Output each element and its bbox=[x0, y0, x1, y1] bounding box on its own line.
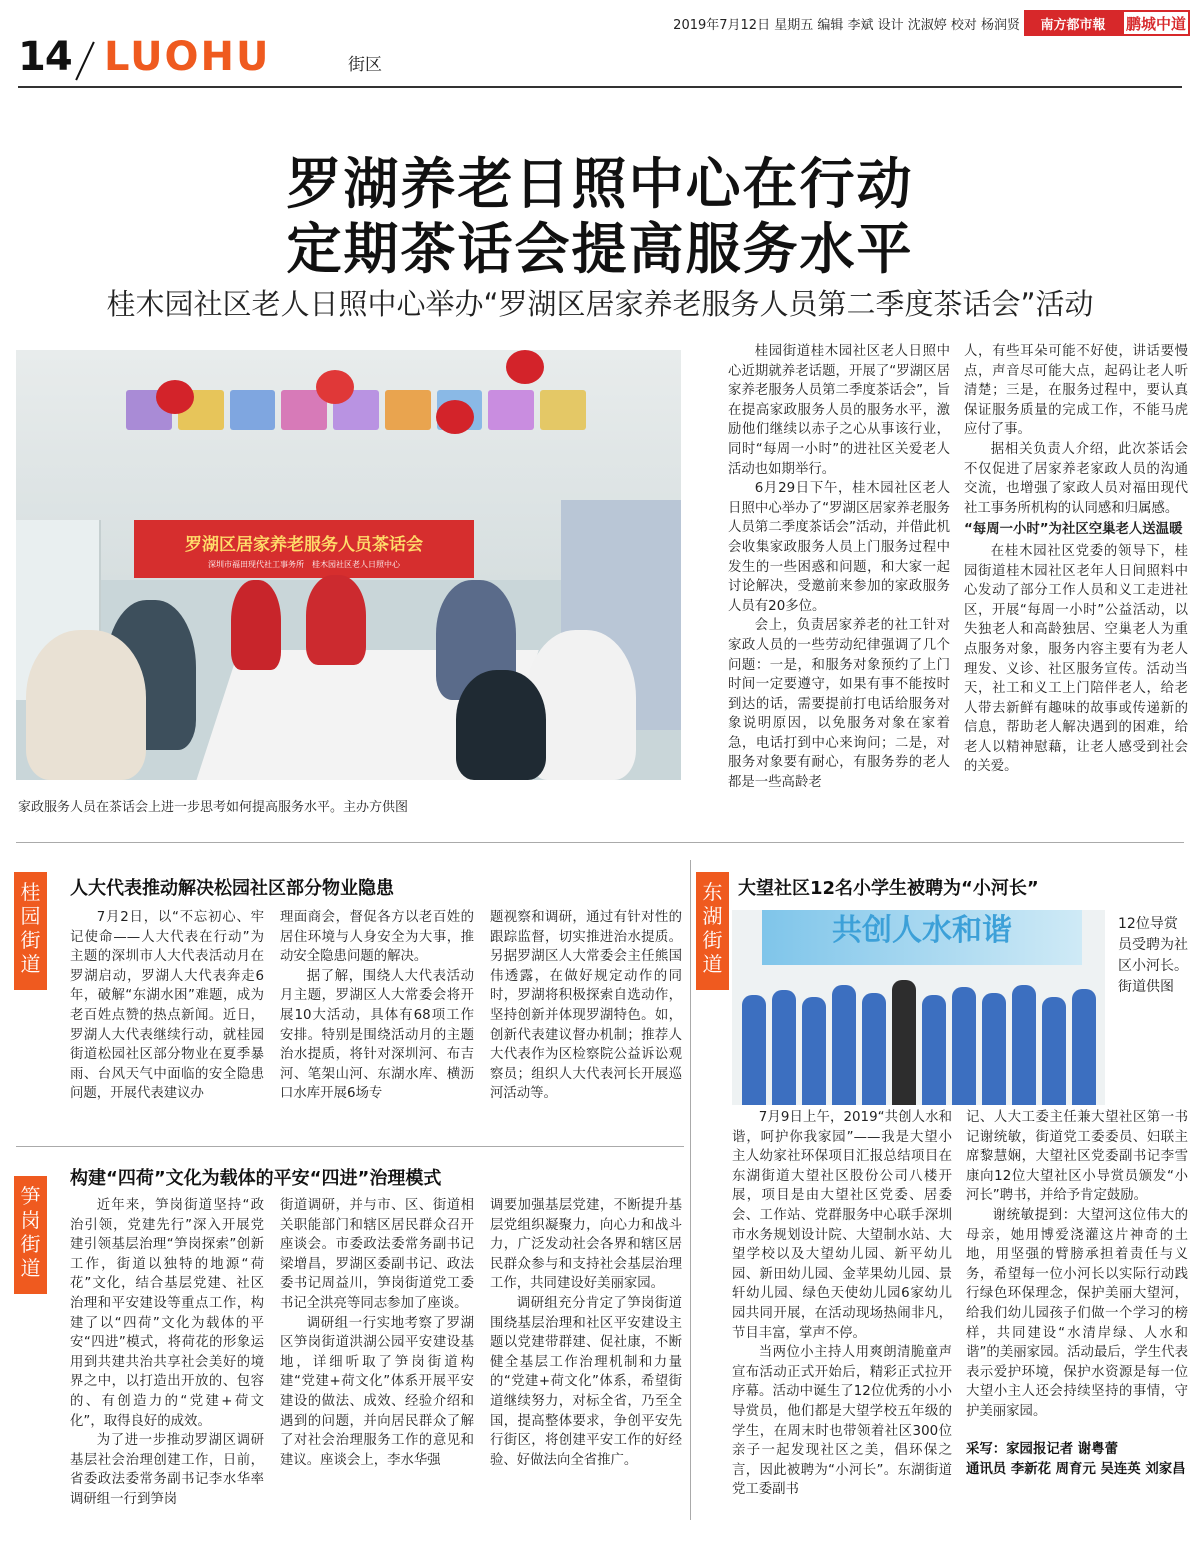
lead-inner-subhead: “每周一小时”为社区空巢老人送温暖 bbox=[964, 522, 1183, 538]
article2-column-1 bbox=[70, 908, 264, 1104]
section-divider bbox=[16, 1146, 684, 1147]
article4-title: 大望社区12名小学生被聘为“小河长” bbox=[738, 878, 1039, 899]
photo-child bbox=[772, 990, 796, 1105]
brand-paper-name: 南方都市報 bbox=[1024, 10, 1122, 36]
red-lantern bbox=[156, 380, 194, 414]
article4-paragraph: 7月9日上午，2019“共创人水和谐，呵护你我家园”——我是大望小主人幼家社环保项目汇报总结项目在东湖街道大望社区股份公司八楼开展，项目是由大望社区党委、居委会、工作站、党群服务中心联手深圳市水务规划设计院、大望制水站、大望学校以及大望幼儿园、新平幼儿园、新田幼儿园、金苹果幼儿园、景轩幼儿园、绿色天使幼儿园6家幼儿园共同开展，在活动现场热闹非凡，节目丰富，掌声不停。 bbox=[732, 1110, 952, 1341]
article3-paragraph: 调研组一行实地考察了罗湖区笋岗街道洪湖公园平安建设基地，详细听取了笋岗街道构建“党建+荷文化”体系开展平安建设的做法、成效、经验介绍和遇到的问题，并向居民群众了解了对社会治理服务工作的意见和建议。座谈会上，李水华强 bbox=[280, 1315, 474, 1468]
photo-banner-text: 罗湖区居家养老服务人员茶话会 bbox=[185, 535, 423, 555]
photo-person bbox=[456, 670, 546, 780]
photo-person bbox=[231, 580, 281, 670]
lead-headline-line-2: 定期茶话会提高服务水平 bbox=[286, 217, 914, 281]
lead-subheadline: 桂木园社区老人日照中心举办“罗湖区居家养老服务人员第二季度茶话会”活动 bbox=[106, 287, 1094, 321]
photo-child bbox=[1072, 989, 1096, 1105]
header-rule bbox=[18, 86, 1182, 88]
article2-column-3 bbox=[490, 908, 682, 1104]
lead-photo bbox=[16, 350, 681, 780]
photo-banner bbox=[134, 520, 474, 578]
street-tab-sungang: 笋岗街道 bbox=[14, 1176, 47, 1294]
lead-text-column-2 bbox=[964, 342, 1188, 777]
article4-column-1 bbox=[732, 1108, 952, 1500]
lead-paragraph: 会上，负责居家养老的社工针对家政人员的一些劳动纪律强调了几个问题：一是，和服务对象预约了上门时间一定要遵守，如果有事不能按时到达的话，需要提前打电话给服务对象说明原因，以免服务对象在家着急，电话打到中心来询问；二是，对服务对象要有耐心，有服务券的老人都是一些高龄老 bbox=[728, 618, 950, 791]
article3-paragraph: 街道调研，并与市、区、街道相关职能部门和辖区居民群众召开座谈会。市委政法委常务副书记梁增昌，罗湖区委副书记、政法委书记周益川，笋岗街道党工委书记全洪亮等同志参加了座谈。 bbox=[280, 1198, 474, 1311]
photo-child bbox=[862, 993, 886, 1105]
photo-child bbox=[892, 980, 916, 1105]
red-lantern bbox=[316, 370, 354, 404]
photo-child bbox=[952, 987, 976, 1105]
article4-paragraph: 谢统敏提到：大望河这位伟大的母亲，她用博爱浇灌这片神奇的土地，用坚强的臂膀承担着责任与义务，希望每一位小河长以实际行动践行绿色环保理念，保护美丽大望河，给我们幼儿园孩子们做一个学习的榜样，共同建设“水清岸绿、人水和谐”的美丽家园。活动最后，学生代表表示爱护环境，保护水资源是每一位大望小主人还会持续坚持的事情，守护美丽家园。 bbox=[966, 1207, 1188, 1419]
newspaper-brand bbox=[1024, 10, 1190, 36]
issue-date-line: 2019年7月12日 星期五 编辑 李斌 设计 沈淑婷 校对 杨润贤 bbox=[673, 18, 1020, 33]
article3-paragraph: 调研组充分肯定了笋岗街道围绕基层治理和社区平安建设主题以党建带群建、促社康，不断健全基层工作治理机制和力量的“党建+荷文化”体系，希望街道继续努力，对标全省，乃至全国，提高整体要求，争创平安先行街区，将创建平安工作的好经验、好做法向全省推广。 bbox=[490, 1295, 682, 1468]
street-tab-guiyuan: 桂园街道 bbox=[14, 872, 47, 990]
photo-child bbox=[1042, 997, 1066, 1105]
article2-paragraph: 7月2日，以“不忘初心、牢记使命——人大代表在行动”为主题的深圳市人大代表活动月在罗湖启动，罗湖人大代表奔走6年，破解“东湖水困”难题，成为老百姓点赞的热点新闻。近日，罗湖人大代表继续行动，就桂园街道松园社区部分物业在夏季暴雨、台风天气中面临的安全隐患问题，开展代表建议办 bbox=[70, 910, 264, 1102]
article2-paragraph: 题视察和调研，通过有针对性的跟踪监督，切实推进治水提质。另据罗湖区人大常委会主任熊国伟透露，在做好规定动作的同时，罗湖将积极探索自选动作，坚持创新并体现罗湖特色。如，创新代表建议督办机制；推荐人大代表作为区检察院公益诉讼观察员；组织人大代表河长开展巡河活动等。 bbox=[490, 910, 682, 1102]
article2-title: 人大代表推动解决松园社区部分物业隐患 bbox=[70, 878, 394, 899]
article3-column-3 bbox=[490, 1196, 682, 1470]
photo-person bbox=[26, 630, 146, 780]
photo-child bbox=[982, 993, 1006, 1105]
photo-child bbox=[832, 985, 856, 1105]
photo-banner-small-text: 深圳市福田现代社工事务所 桂木园社区老人日照中心 bbox=[208, 560, 400, 569]
article4-column-2 bbox=[966, 1108, 1188, 1422]
article4-photo bbox=[732, 910, 1105, 1105]
page-header bbox=[18, 34, 418, 84]
column-divider bbox=[690, 860, 691, 1520]
lead-paragraph: 人，有些耳朵可能不好使，讲话要慢点，声音尽可能大点，起码让老人听清楚；三是，在服务过程中，要认真保证服务质量的完成工作，不能马虎应付了事。 bbox=[964, 344, 1188, 438]
article3-column-1 bbox=[70, 1196, 264, 1510]
lead-text-column-1 bbox=[728, 342, 950, 793]
lead-paragraph: 6月29日下午，桂木园社区老人日照中心举办了“罗湖区居家养老服务人员第二季度茶话会”活动，并借此机会收集家政服务人员上门服务过程中发生的一些困惑和问题，和大家一起讨论解决，受邀前来参加的家政服务人员有20多位。 bbox=[728, 481, 950, 614]
red-lantern bbox=[436, 400, 474, 434]
lead-paragraph: 桂园街道桂木园社区老人日照中心近期就养老话题，开展了“罗湖区居家养老服务人员第二季度茶话会”，旨在提高家政服务人员的服务水平，激励他们继续以赤子之心从事该行业，同时“每周一小时”的进社区关爱老人活动也如期举行。 bbox=[728, 344, 950, 477]
article3-paragraph: 调要加强基层党建，不断提升基层党组织凝聚力，向心力和战斗力，广泛发动社会各界和辖区居民群众参与和支持社会基层治理工作，共同建设好美丽家园。 bbox=[490, 1198, 682, 1292]
article4-paragraph: 当两位小主持人用爽朗清脆童声宣布活动正式开始后，精彩正式拉开序幕。活动中诞生了12位优秀的小小导赏员，他们都是大望学校五年级的学生，在周末时也带领着社区300位亲子一起发现社区之美，倡环保之言，因此被聘为“小河长”。东湖街道党工委副书 bbox=[732, 1345, 952, 1498]
article3-column-2 bbox=[280, 1196, 474, 1470]
street-tab-donghu: 东湖街道 bbox=[696, 872, 729, 990]
lead-photo-caption: 家政服务人员在茶话会上进一步思考如何提高服务水平。主办方供图 bbox=[18, 800, 409, 815]
photo-child bbox=[802, 997, 826, 1105]
section-name: LUOHU bbox=[104, 34, 271, 80]
article2-paragraph: 理面商会，督促各方以老百姓的居住环境与人身安全为大事，推动安全隐患问题的解决。 bbox=[280, 910, 474, 965]
lead-headline-line-1: 罗湖养老日照中心在行动 bbox=[286, 152, 914, 216]
lead-paragraph: 在桂木园社区党委的领导下，桂园街道桂木园社区老年人日间照料中心发动了部分工作人员和义工走进社区，开展“每周一小时”公益活动，以失独老人和高龄独居、空巢老人为重点服务对象，服务内容主要有为老人理发、义诊、社区服务宣传。活动当天，社工和义工上门陪伴老人，给老人带去新鲜有趣味的故事或传递新的信息，帮助老人解决遇到的困难，给老人以精神慰藉，让老人感受到社会的关爱。 bbox=[964, 543, 1188, 775]
article2-column-2 bbox=[280, 908, 474, 1104]
birthday-garland bbox=[126, 390, 586, 440]
photo-child bbox=[1012, 985, 1036, 1105]
photo-banner: 共创人水和谐 bbox=[762, 910, 1082, 965]
article3-paragraph: 为了进一步推动罗湖区调研基层社会治理创建工作，日前，省委政法委常务副书记李水华率调研组一行到笋岗 bbox=[70, 1433, 264, 1507]
section-cn-name: 街区 bbox=[348, 55, 382, 75]
lead-paragraph: 据相关负责人介绍，此次茶话会不仅促进了居家养老家政人员的沟通交流，也增强了家政人员对福田现代社工事务所机构的认同感和归属感。 bbox=[964, 441, 1188, 516]
header-slash-divider bbox=[75, 42, 95, 81]
article4-byline: 采写：家园报记者 谢粤蕾 通讯员 李新花 周育元 吴连英 刘家昌 bbox=[966, 1442, 1186, 1477]
article2-paragraph: 据了解，围绕人大代表活动月主题，罗湖区人大常委会将开展10大活动，具体有68项工作安排。特别是围绕活动月的主题治水提质，将针对深圳河、布吉河、笔架山河、东湖水库、横沥口水库开展6场专 bbox=[280, 968, 474, 1102]
article3-title: 构建“四荷”文化为载体的平安“四进”治理模式 bbox=[70, 1168, 442, 1189]
red-lantern bbox=[506, 350, 544, 384]
article4-paragraph: 记、人大工委主任兼大望社区第一书记谢统敏，街道党工委委员、妇联主席黎慧娴，大望社区党委副书记李雪康向12位大望社区小导赏员颁发“小河长”聘书，并给予肯定鼓励。 bbox=[966, 1110, 1188, 1204]
section-divider bbox=[16, 842, 1184, 843]
photo-person bbox=[306, 575, 366, 665]
article4-photo-caption: 12位导赏员受聘为社区小河长。街道供图 bbox=[1118, 916, 1188, 995]
page-number: 14 bbox=[18, 34, 72, 80]
brand-edition-name: 鹏城中道 bbox=[1122, 10, 1190, 36]
photo-child bbox=[922, 995, 946, 1105]
article3-paragraph: 近年来，笋岗街道坚持“政治引领，党建先行”深入开展党建引领基层治理“笋岗探索”创新工作，街道以独特的地源“荷花”文化，结合基层党建、社区治理和平安建设等重点工作，构建了以“四荷”文化为载体的平安“四进”模式，将荷花的形象运用到共建共治共享社会美好的境界之中，以打造出开放的、包容的、有创造力的“党建+荷文化”，取得良好的成效。 bbox=[70, 1198, 264, 1429]
photo-child bbox=[742, 995, 766, 1105]
